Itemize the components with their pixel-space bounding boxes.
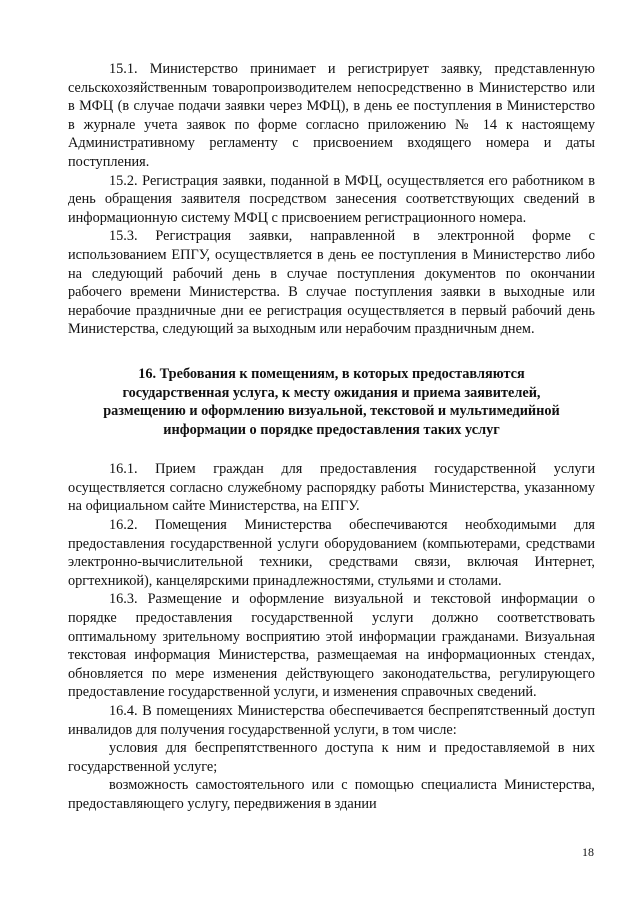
paragraph-15-2: 15.2. Регистрация заявки, поданной в МФЦ, осуществляется его работником в день обращения заявителя посредством занесения соответствующих сведений в информационную систему МФЦ с присвоением регистрационного номера. — [68, 172, 595, 226]
document-page — [68, 60, 595, 814]
paragraph-16-1: 16.1. Прием граждан для предоставления государственной услуги осуществляется согласно служебному распорядку работы Министерства, указанному на официальном сайте Министерства, на ЕПГУ. — [68, 461, 595, 515]
paragraph-16-4-item-1: условия для беспрепятственного доступа к ним и предоставляемой в них государственной услуге; — [68, 740, 595, 775]
paragraph-15-1: 15.1. Министерство принимает и регистрирует заявку, представленную сельскохозяйственным товаропроизводителем непосредственно в Министерство или в МФЦ (в случае подачи заявки через МФЦ), в день ее поступления в Министерство в журнале учета заявок по форме согласно приложению № 14 к настоящему Административному регламенту с присвоением входящего номера и даты поступления. — [68, 61, 595, 170]
page-number: 18 — [582, 845, 594, 859]
paragraph-16-2: 16.2. Помещения Министерства обеспечиваются необходимыми для предоставления государственной услуги оборудованием (компьютерами, средствами электронно-вычислительной техники, средствами связи, включая Интернет, оргтехникой), канцелярскими принадлежностями, стульями и столами. — [68, 517, 595, 589]
paragraph-15-3: 15.3. Регистрация заявки, направленной в электронной форме с использованием ЕПГУ, осуществляется в день ее поступления в Министерство либо на следующий рабочий день в случае поступления документов по окончании рабочего времени Министерства. В случае поступления заявки в выходные или нерабочие праздничные дни ее регистрация осуществляется в первый рабочий день Министерства, следующий за выходным или нерабочим праздничным днем. — [68, 228, 595, 338]
section-16-heading: 16. Требования к помещениям, в которых предоставляются государственная услуга, к месту ожидания и приема заявителей, размещению и оформлению визуальной, текстовой и мультимедийной информации о порядке предоставления таких услуг — [103, 365, 560, 438]
paragraph-16-4-item-2: возможность самостоятельного или с помощью специалиста Министерства, предоставляющего услугу, передвижения в здании — [68, 777, 595, 812]
paragraph-16-3: 16.3. Размещение и оформление визуальной и текстовой информации о порядке предоставления государственной услуги должно соответствовать оптимальному зрительному восприятию этой информации гражданами. Визуальная текстовая информация Министерства, размещаемая на информационных стендах, обновляется по мере изменения действующего законодательства, регулирующего предоставление государственной услуги, и изменения справочных сведений. — [68, 591, 595, 701]
paragraph-16-4: 16.4. В помещениях Министерства обеспечивается беспрепятственный доступ инвалидов для получения государственной услуги, в том числе: — [68, 703, 595, 738]
